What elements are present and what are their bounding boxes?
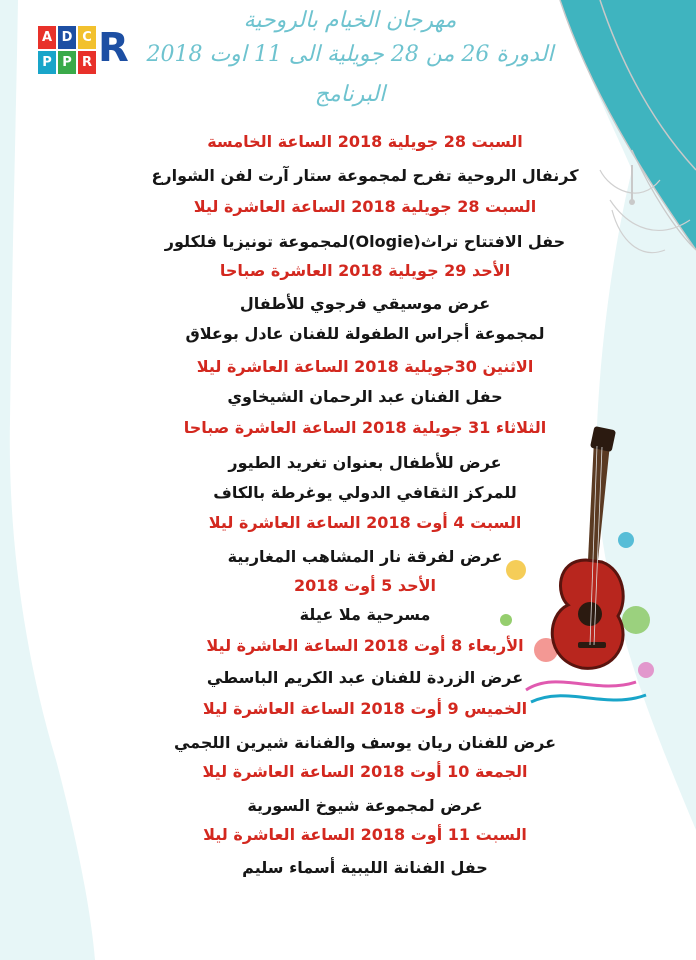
event-date: السبت 11 أوت 2018 الساعة العاشرة ليلا	[203, 825, 527, 844]
event-date: السبت 28 جويلية 2018 الساعة الخامسة	[207, 132, 523, 151]
organization-logo	[38, 25, 129, 90]
event-description: حفل الفنان عبد الرحمان الشيخاوي	[227, 387, 503, 406]
logo-cell: A	[38, 26, 56, 49]
event-description: عرض لفرقة نار المشاهب المغاربية	[227, 547, 503, 566]
logo-cell: D	[58, 26, 76, 49]
event-description: عرض لمجموعة شيوخ السورية	[247, 796, 483, 815]
guitar-illustration	[486, 420, 666, 720]
event-date: الأحد 5 أوت 2018	[293, 576, 437, 595]
event-description: حفل الافتتاح تراث(Ologie)لمجموعة تونيزيا فلكلور	[164, 232, 566, 251]
event-description: مسرحية ملا عيلة	[299, 605, 431, 624]
program-heading: البرنامج	[314, 82, 386, 107]
event-date: السبت 4 أوت 2018 الساعة العاشرة ليلا	[208, 513, 522, 532]
event-description: لمجموعة أجراس الطفولة للفنان عادل بوعلاق	[185, 324, 545, 343]
festival-dates: الدورة 26 من 28 جويلية الى 11 اوت 2018	[146, 42, 554, 67]
event-date: الاثنين 30جويلية 2018 الساعة العاشرة ليلا	[196, 357, 534, 376]
logo-cell: R	[78, 51, 96, 74]
event-date: الجمعة 10 أوت 2018 الساعة العاشرة ليلا	[202, 762, 528, 781]
festival-title: مهرجان الخيام بالروحية	[243, 8, 457, 33]
event-description: كرنفال الروحية تفرح لمجموعة ستار آرت لفن الشوارع	[151, 166, 579, 185]
guitar-icon	[552, 426, 623, 668]
event-date: الخميس 9 أوت 2018 الساعة العاشرة ليلا	[202, 699, 528, 718]
event-date: الأربعاء 8 أوت 2018 الساعة العاشرة ليلا	[206, 636, 524, 655]
logo-big-letter: R	[98, 25, 129, 71]
logo-cell: C	[78, 26, 96, 49]
logo-cell: P	[38, 51, 56, 74]
event-description: حفل الفنانة الليبية أسماء سليم	[242, 858, 488, 877]
logo-cell: P	[58, 51, 76, 74]
event-description: عرض للفنان ريان يوسف والفنانة شيرين اللجمي	[173, 733, 557, 752]
logo-letter-grid	[38, 26, 96, 74]
event-description: عرض الزردة للفنان عبد الكريم الباسطي	[206, 668, 524, 687]
event-description: للمركز الثقافي الدولي يوغرطة بالكاف	[213, 483, 517, 502]
event-date: الأحد 29 جويلية 2018 العاشرة صباحا	[219, 261, 511, 280]
event-description: عرض موسيقي فرجوي للأطفال	[239, 294, 491, 313]
event-description: عرض للأطفال بعنوان تغريد الطيور	[228, 453, 502, 472]
event-date: السبت 28 جويلية 2018 الساعة العاشرة ليلا	[193, 197, 537, 216]
event-date: الثلاثاء 31 جويلية 2018 الساعة العاشرة صباحا	[183, 418, 547, 437]
